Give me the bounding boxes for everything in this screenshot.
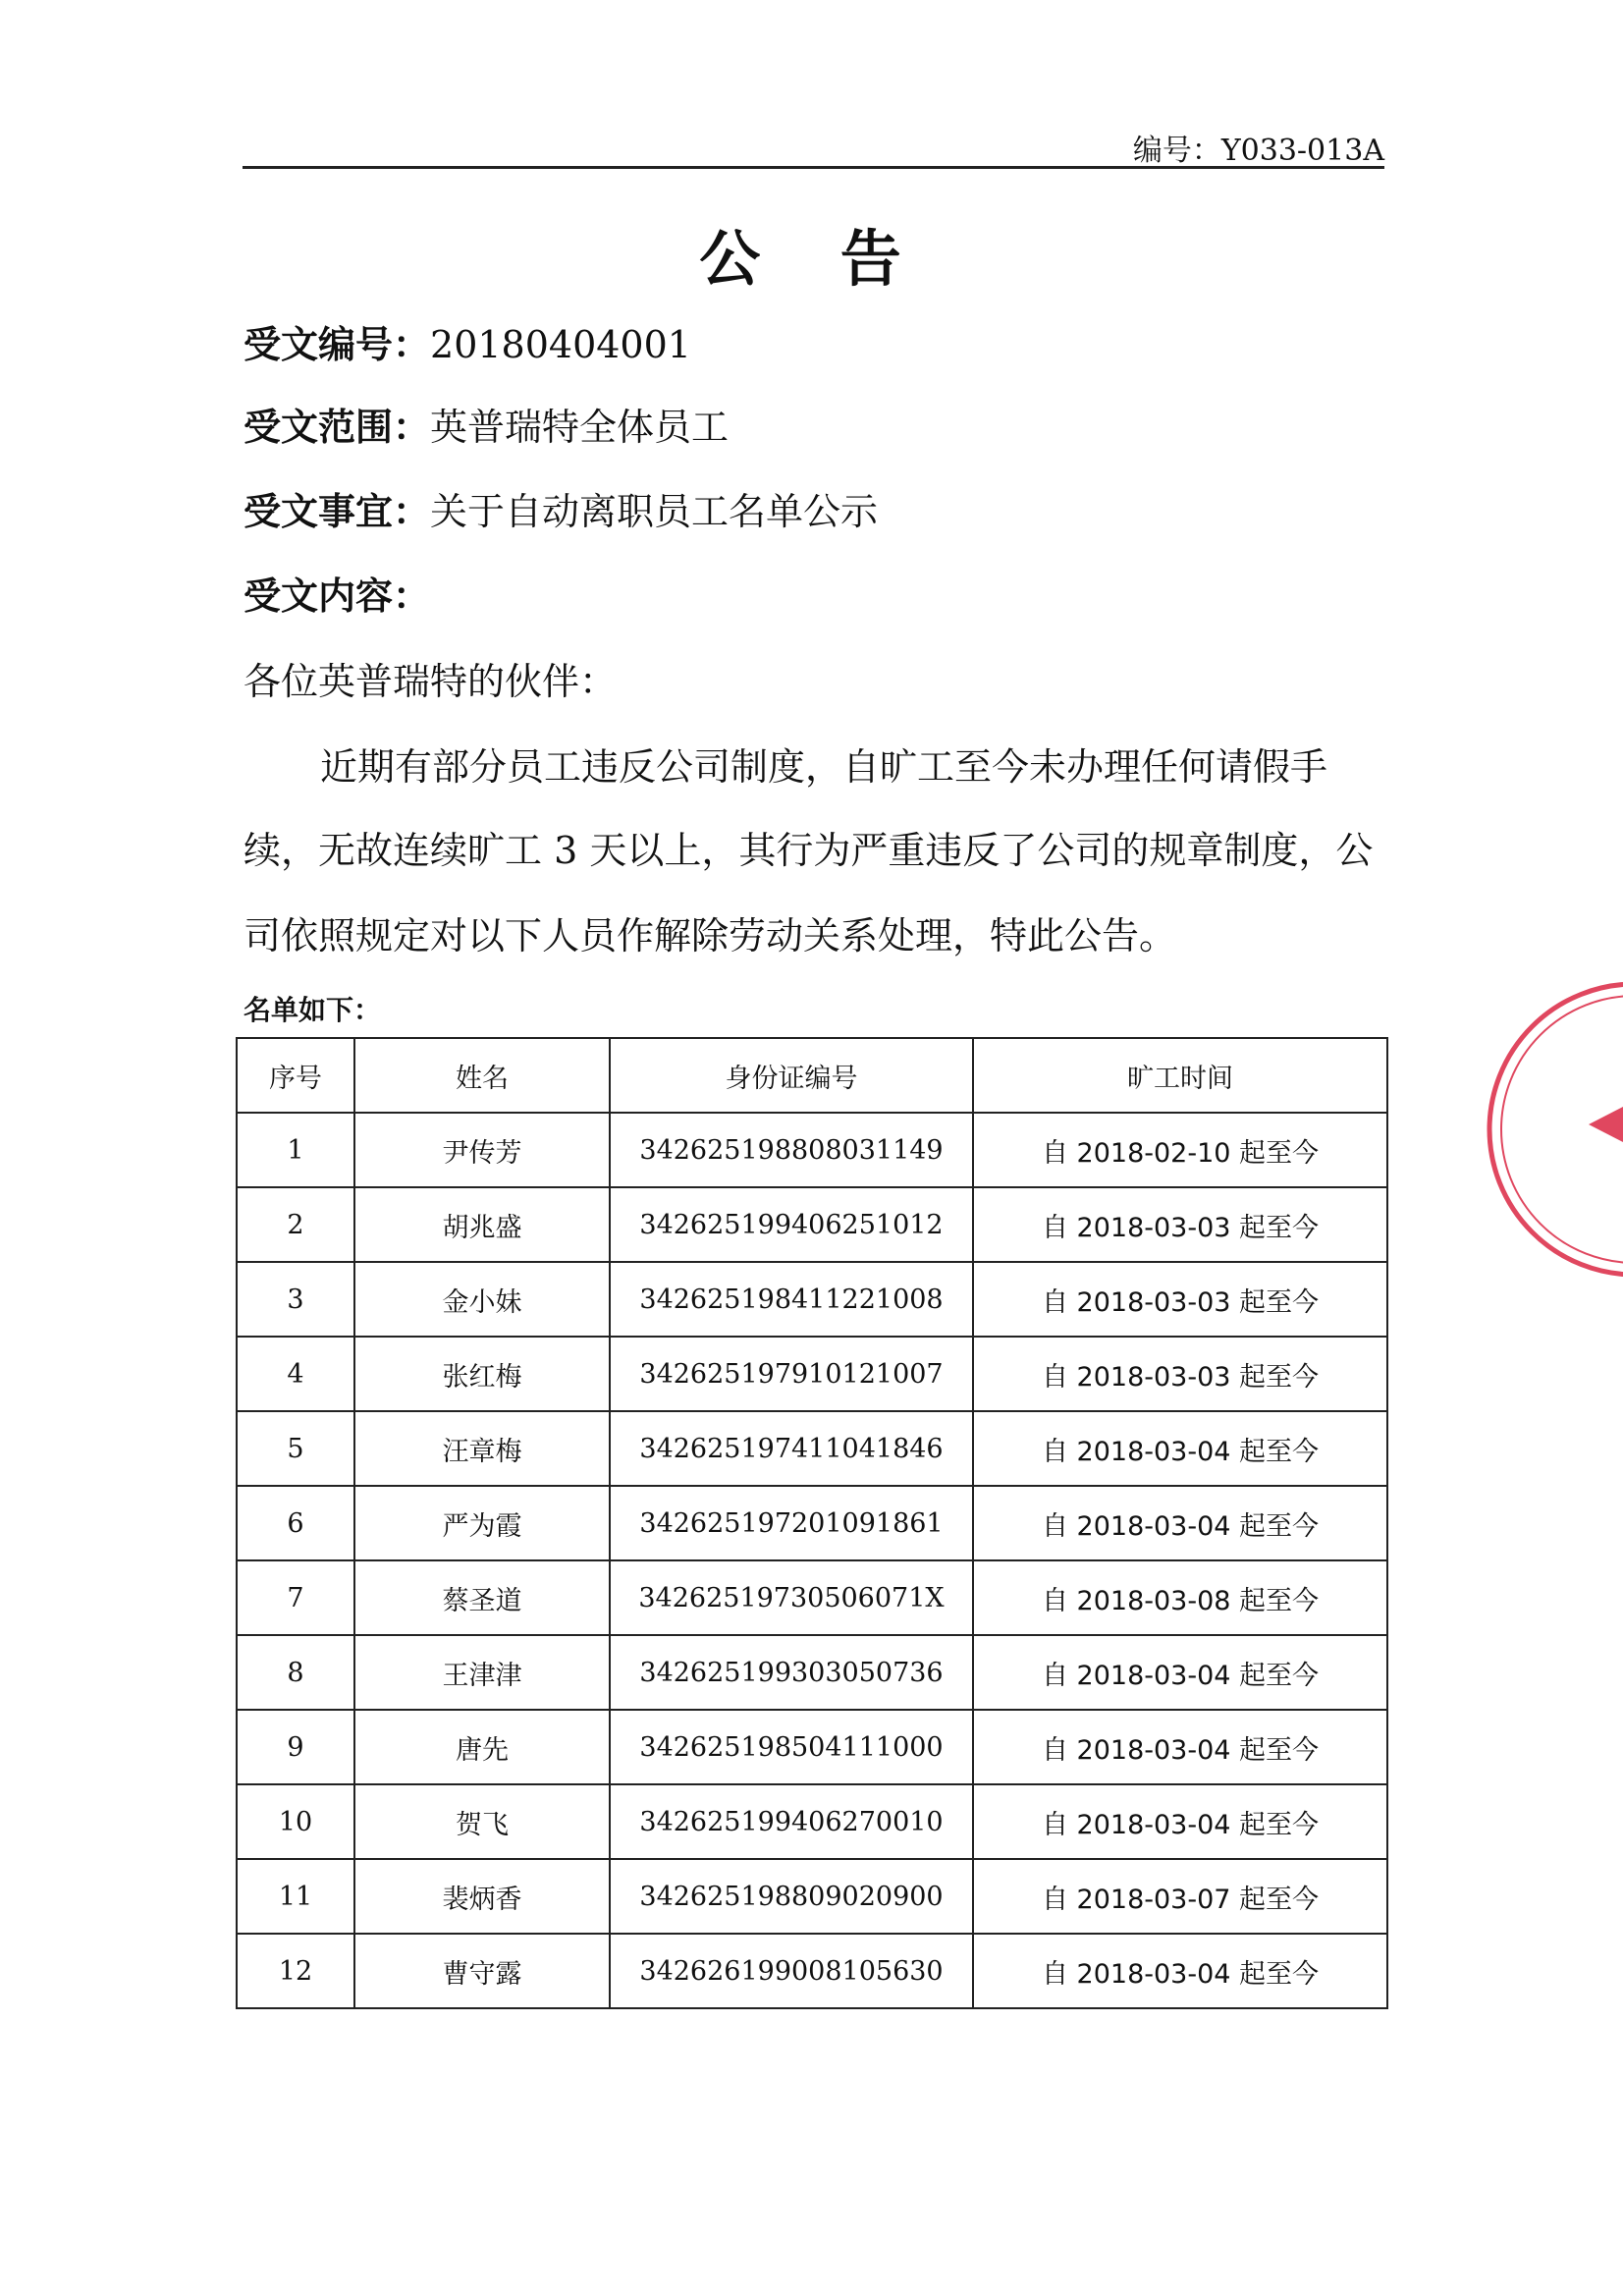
employee-name: 胡兆盛: [354, 1187, 610, 1262]
employee-name: 金小妹: [354, 1262, 610, 1337]
table-row: [237, 1560, 1387, 1635]
row-number: 2: [237, 1187, 354, 1262]
employee-name: 严为霞: [354, 1486, 610, 1560]
subject-value: 关于自动离职员工名单公示: [430, 490, 879, 533]
id-number: 342625198808031149: [610, 1113, 973, 1187]
receipt-number-label: 受文编号：: [243, 323, 431, 366]
list-heading: 名单如下：: [243, 994, 382, 1026]
scope-field: [243, 397, 1382, 449]
row-number: 5: [237, 1411, 354, 1486]
absence-period: 自 2018-03-04 起至今: [973, 1784, 1387, 1859]
table-row: [237, 1934, 1387, 2008]
content-label: 受文内容：: [243, 574, 431, 618]
id-number: 342625197201091861: [610, 1486, 973, 1560]
employee-name: 贺飞: [354, 1784, 610, 1859]
absence-period: 自 2018-03-07 起至今: [973, 1859, 1387, 1934]
company-seal: [1473, 967, 1623, 1291]
id-number: 342625198504111000: [610, 1710, 973, 1784]
table-row: [237, 1187, 1387, 1262]
absence-period: 自 2018-03-04 起至今: [973, 1486, 1387, 1560]
greeting: 各位英普瑞特的伙伴：: [243, 660, 618, 703]
id-number: 342626199008105630: [610, 1934, 973, 2008]
row-number: 9: [237, 1710, 354, 1784]
absence-period: 自 2018-03-04 起至今: [973, 1635, 1387, 1710]
employee-name: 曹守露: [354, 1934, 610, 2008]
table-row: [237, 1486, 1387, 1560]
table-row: [237, 1113, 1387, 1187]
body-line-1: 近期有部分员工违反公司制度，自旷工至今未办理任何请假手: [320, 745, 1328, 789]
absence-period: 自 2018-03-08 起至今: [973, 1560, 1387, 1635]
row-number: 4: [237, 1337, 354, 1411]
id-number: 342625199303050736: [610, 1635, 973, 1710]
header-name: 姓名: [354, 1038, 610, 1113]
table-row: [237, 1784, 1387, 1859]
table-row: [237, 1635, 1387, 1710]
table-row: [237, 1411, 1387, 1486]
employee-name: 裴炳香: [354, 1859, 610, 1934]
row-number: 8: [237, 1635, 354, 1710]
id-number: 342625199406270010: [610, 1784, 973, 1859]
header-time: 旷工时间: [973, 1038, 1387, 1113]
absence-period: 自 2018-03-03 起至今: [973, 1262, 1387, 1337]
absence-period: 自 2018-02-10 起至今: [973, 1113, 1387, 1187]
row-number: 7: [237, 1560, 354, 1635]
employee-name: 唐先: [354, 1710, 610, 1784]
page-title: 公 告: [699, 223, 931, 295]
id-number: 342625197910121007: [610, 1337, 973, 1411]
dismissal-table: [236, 1037, 1388, 2009]
row-number: 12: [237, 1934, 354, 2008]
row-number: 10: [237, 1784, 354, 1859]
table-row: [237, 1859, 1387, 1934]
table-row: [237, 1337, 1387, 1411]
table-row: [237, 1710, 1387, 1784]
id-number: 34262519730506071X: [610, 1560, 973, 1635]
employee-name: 汪章梅: [354, 1411, 610, 1486]
absence-period: 自 2018-03-04 起至今: [973, 1710, 1387, 1784]
row-number: 1: [237, 1113, 354, 1187]
row-number: 11: [237, 1859, 354, 1934]
absence-period: 自 2018-03-04 起至今: [973, 1411, 1387, 1486]
body-line-3: 司依照规定对以下人员作解除劳动关系处理，特此公告。: [243, 914, 1177, 957]
id-number: 342625199406251012: [610, 1187, 973, 1262]
id-number: 342625198411221008: [610, 1262, 973, 1337]
absence-period: 自 2018-03-03 起至今: [973, 1187, 1387, 1262]
absence-period: 自 2018-03-03 起至今: [973, 1337, 1387, 1411]
employee-name: 蔡圣道: [354, 1560, 610, 1635]
employee-name: 王津津: [354, 1635, 610, 1710]
row-number: 3: [237, 1262, 354, 1337]
table-header-row: [237, 1038, 1387, 1113]
id-number: 342625198809020900: [610, 1859, 973, 1934]
id-number: 342625197411041846: [610, 1411, 973, 1486]
content-field: [243, 566, 1382, 618]
scope-label: 受文范围：: [243, 406, 431, 449]
header-id: 身份证编号: [610, 1038, 973, 1113]
header-rule: [243, 166, 1384, 169]
seal-star-icon: [1589, 1107, 1623, 1142]
header-no: 序号: [237, 1038, 354, 1113]
scope-value: 英普瑞特全体员工: [430, 406, 730, 449]
employee-name: 尹传芳: [354, 1113, 610, 1187]
receipt-number-value: 20180404001: [430, 323, 691, 366]
receipt-number-field: [243, 314, 1382, 366]
subject-field: [243, 481, 1382, 533]
subject-label: 受文事宜：: [243, 490, 431, 533]
body-line-2: 续，无故连续旷工 3 天以上，其行为严重违反了公司的规章制度，公: [243, 829, 1374, 872]
table-row: [237, 1262, 1387, 1337]
employee-name: 张红梅: [354, 1337, 610, 1411]
document-number: 编号：Y033-013A: [1132, 134, 1384, 168]
row-number: 6: [237, 1486, 354, 1560]
absence-period: 自 2018-03-04 起至今: [973, 1934, 1387, 2008]
